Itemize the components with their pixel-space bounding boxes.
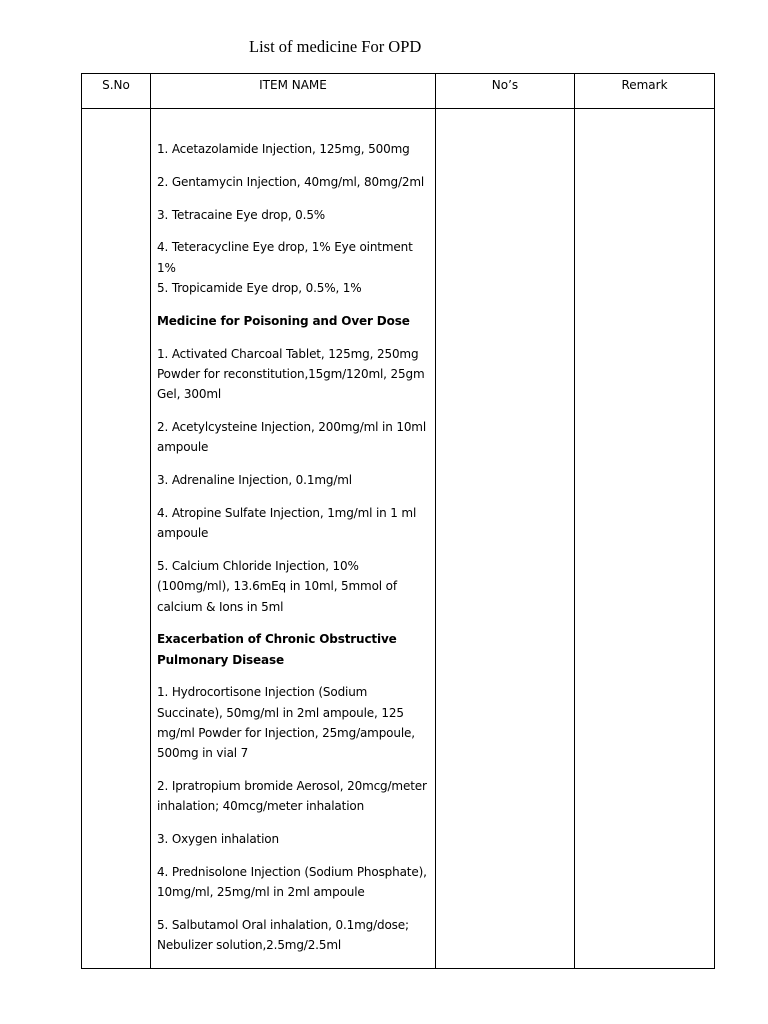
sno-cell — [82, 109, 151, 969]
header-remark-label: Remark — [621, 78, 668, 92]
header-nos-label: No’s — [491, 78, 519, 92]
list-item: 2. Acetylcysteine Injection, 200mg/ml in 10ml ampoule — [157, 419, 427, 455]
list-item: 2. Ipratropium bromide Aerosol, 20mcg/meter inhalation; 40mcg/meter inhalation — [157, 779, 427, 814]
table-body-row — [82, 109, 715, 969]
list-item: 5. Salbutamol Oral inhalation, 0.1mg/dose; Nebulizer solution,2.5mg/2.5ml — [157, 918, 409, 953]
list-item: 1. Activated Charcoal Tablet, 125mg, 250mg Powder for reconstitution,15gm/120ml, 25gm Gel, 300ml — [157, 346, 425, 402]
document-title: List of medicine For OPD — [249, 37, 422, 56]
item-name-cell — [151, 109, 436, 969]
header-item-name-label: ITEM NAME — [259, 78, 327, 92]
section-heading-copd: Exacerbation of Chronic Obstructive Pulmonary Disease — [157, 632, 397, 667]
section-heading-poisoning: Medicine for Poisoning and Over Dose — [157, 313, 410, 328]
table-header-row — [82, 74, 715, 109]
list-item: 4. Atropine Sulfate Injection, 1mg/ml in 1 ml ampoule — [157, 505, 417, 541]
list-item: 4. Prednisolone Injection (Sodium Phosphate), 10mg/ml, 25mg/ml in 2ml ampoule — [157, 865, 427, 900]
nos-cell — [436, 109, 575, 969]
header-nos — [436, 74, 575, 109]
header-sno-label: S.No — [102, 78, 130, 92]
list-item: 1. Hydrocortisone Injection (Sodium Succinate), 50mg/ml in 2ml ampoule, 125 mg/ml Powder for Injection, 25mg/ampoule, 500mg in vial 7 — [157, 685, 415, 761]
list-item: 1. Acetazolamide Injection, 125mg, 500mg — [157, 142, 410, 156]
list-item: 2. Gentamycin Injection, 40mg/ml, 80mg/2ml — [157, 174, 425, 189]
header-remark — [575, 74, 715, 109]
list-item: 3. Oxygen inhalation — [157, 832, 279, 847]
medicine-table — [81, 73, 715, 969]
list-item: 5. Calcium Chloride Injection, 10% (100mg/ml), 13.6mEq in 10ml, 5mmol of calcium & Ions in 5ml — [157, 558, 397, 614]
list-item: 3. Tetracaine Eye drop, 0.5% — [157, 207, 326, 222]
header-sno — [82, 74, 151, 109]
header-item-name — [151, 74, 436, 109]
list-item: 5. Tropicamide Eye drop, 0.5%, 1% — [157, 280, 362, 295]
remark-cell — [575, 109, 715, 969]
list-item: 4. Teteracycline Eye drop, 1% Eye ointment 1% — [157, 240, 413, 275]
list-item: 3. Adrenaline Injection, 0.1mg/ml — [157, 473, 352, 488]
